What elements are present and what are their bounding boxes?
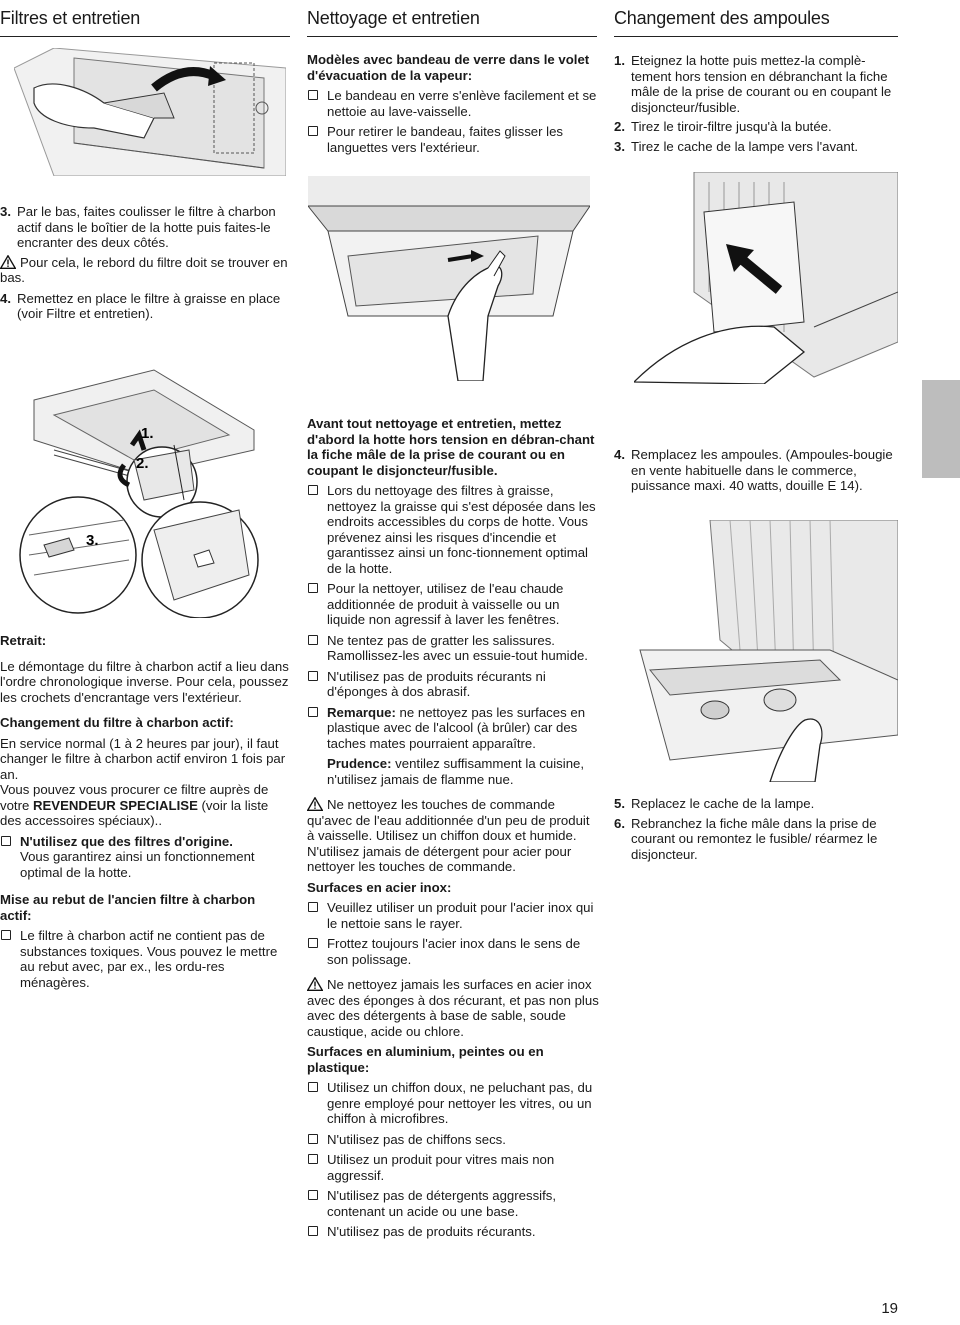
- checkbox-bullet-icon: [308, 126, 318, 136]
- checkbox-bullet-icon: [308, 671, 318, 681]
- list-item: N'utilisez pas de produits récurants.: [307, 1224, 599, 1240]
- step-5: 5. Replacez le cache de la lampe.: [614, 796, 815, 811]
- illustration-filter-removal: [14, 48, 286, 176]
- section-header-filters: [0, 0, 290, 37]
- checkbox-bullet-icon: [308, 1134, 318, 1144]
- illustration-filter-drawer: [634, 172, 898, 384]
- checkbox-bullet-icon: [1, 930, 11, 940]
- checkbox-bullet-icon: [308, 635, 318, 645]
- checkbox-bullet-icon: [308, 1190, 318, 1200]
- change-filter-text: En service normal (1 à 2 heures par jour), il faut changer le filtre à charbon actif environ 1 fois par an.: [0, 735, 286, 782]
- safety-intro: Avant tout nettoyage et entretien, mettez d'abord la hotte hors tension en débran-chant la fiche mâle de la prise de courant ou en coupant le disjoncteur/fusible.: [307, 416, 595, 478]
- callout-label-2: 2.: [136, 455, 149, 472]
- list-item: Utilisez un chiffon doux, ne peluchant pas, du genre employé pour nettoyer les vitres, ou un chiffon à microfibres.: [307, 1080, 599, 1127]
- list-item: Pour retirer le bandeau, faites glisser les languettes vers l'extérieur.: [307, 124, 597, 155]
- warning-inox: Ne nettoyez jamais les surfaces en acier inox avec des éponges à dos récurant, et pas non plus avec des détergents à base de sable, soude caustique, acide ou chlore.: [307, 977, 599, 1039]
- header-title: Filtres et entretien: [0, 8, 141, 28]
- bulb-steps-top: [614, 53, 898, 158]
- list-item: Frottez toujours l'acier inox dans le sens de son polissage.: [307, 936, 599, 967]
- language-tab-marker: [922, 380, 960, 478]
- checkbox-bullet-icon: [308, 583, 318, 593]
- checkbox-bullet-icon: [1, 836, 11, 846]
- disposal-title: Mise au rebut de l'ancien filtre à charbon actif:: [0, 892, 256, 923]
- glass-strip-section: [307, 52, 597, 160]
- section-header-bulbs: [614, 0, 898, 37]
- step-2: 2. Tirez le tiroir-filtre jusqu'à la butée.: [614, 119, 832, 134]
- glass-strip-heading: Modèles avec bandeau de verre dans le volet d'évacuation de la vapeur:: [307, 52, 590, 83]
- list-item: N'utilisez pas de détergents aggressifs, contenant un acide ou une base.: [307, 1188, 599, 1219]
- list-item: Lors du nettoyage des filtres à graisse, nettoyez la graisse qui s'est déposée dans les endroits accessibles du corps de hotte. Vous prévenez ainsi les risques d'incendie et garantissez ainsi un fonc-tionnement optimal de la hotte.: [307, 483, 599, 576]
- charcoal-filter-info: [0, 633, 290, 995]
- step-6: 6. Rebranchez la fiche mâle dans la prise de courant ou remontez le fusible/ réarmez le disjoncteur.: [614, 815, 878, 862]
- list-item: Pour la nettoyer, utilisez de l'eau chaude additionnée de produit à vaisselle ou un liquide non agressif à laver les fenêtres.: [307, 581, 599, 628]
- step-4: 4. Remettez en place le filtre à graisse en place (voir Filtre et entretien).: [0, 290, 281, 321]
- illustration-charcoal-filter: [14, 360, 264, 618]
- checkbox-bullet-icon: [308, 902, 318, 912]
- step-3: 3. Par le bas, faites coulisser le filtre à charbon actif dans le boîtier de la hotte puis faites-le encranter des deux côtés.: [0, 204, 276, 250]
- change-filter-title: Changement du filtre à charbon actif:: [0, 715, 234, 730]
- checkbox-bullet-icon: [308, 707, 318, 717]
- charcoal-filter-steps: [0, 204, 290, 326]
- bulb-steps-final: [614, 796, 898, 866]
- checkbox-bullet-icon: [308, 938, 318, 948]
- list-item: N'utilisez pas de produits récurants ni d'éponges à dos abrasif.: [307, 669, 599, 700]
- list-item: N'utilisez que des filtres d'origine. Vous garantirez ainsi un fonctionnement optimal de la hotte.: [0, 834, 290, 881]
- list-item: Le filtre à charbon actif ne contient pas de substances toxiques. Vous pouvez le mettre au rebut avec, par ex., les ordu-res ménagères.: [0, 928, 290, 990]
- warning-controls: Ne nettoyez les touches de commande qu'avec de l'eau additionnée d'un peu de produit à vaisselle. Utilisez un chiffon doux et humide.: [307, 797, 590, 843]
- list-item: Le bandeau en verre s'enlève facilement et se nettoie au lave-vaisselle.: [307, 88, 597, 119]
- step-1: 1. Eteignez la hotte puis mettez-la complè-tement hors tension en débranchant la fiche mâle de la prise de courant ou en coupant le disjoncteur/fusible.: [614, 53, 892, 115]
- step-4: 4. Remplacez les ampoules. (Ampoules-bougie en vente habituelle dans le commerce, puissance maxi. 40 watts, douille E 14).: [614, 447, 893, 493]
- cleaning-instructions: [307, 416, 599, 1245]
- retrait-title: Retrait:: [0, 633, 47, 648]
- alu-title: Surfaces en aluminium, peintes ou en plastique:: [307, 1044, 544, 1075]
- checkbox-bullet-icon: [308, 1226, 318, 1236]
- warning-icon: [307, 977, 323, 991]
- checkbox-bullet-icon: [308, 485, 318, 495]
- warning-icon: [307, 797, 323, 811]
- illustration-glass-strip: [308, 176, 590, 381]
- callout-label-3: 3.: [86, 532, 99, 549]
- list-item: Veuillez utiliser un produit pour l'acier inox qui le nettoie sans le rayer.: [307, 900, 599, 931]
- illustration-lamp-replacement: [630, 520, 898, 782]
- checkbox-bullet-icon: [308, 90, 318, 100]
- list-item: Remarque: ne nettoyez pas les surfaces en plastique avec de l'alcool (à brûler) car des taches mates pourraient apparaître.: [307, 705, 599, 752]
- checkbox-bullet-icon: [308, 1082, 318, 1092]
- warning-icon: [0, 255, 16, 269]
- header-title: Changement des ampoules: [614, 8, 830, 28]
- inox-title: Surfaces en acier inox:: [307, 879, 452, 895]
- list-item: N'utilisez pas de chiffons secs.: [307, 1132, 599, 1148]
- warning-note: Pour cela, le rebord du filtre doit se trouver en bas.: [0, 254, 288, 285]
- prudence-note: Prudence: ventilez suffisamment la cuisine, n'utilisez jamais de flamme nue.: [327, 756, 585, 787]
- step-3: 3. Tirez le cache de la lampe vers l'avant.: [614, 138, 859, 154]
- dealer-text: Vous pouvez vous procurer ce filtre auprès de votre REVENDEUR SPECIALISE (voir la liste des accessoires spéciaux)..: [0, 782, 269, 828]
- checkbox-bullet-icon: [308, 1154, 318, 1164]
- list-item: Ne tentez pas de gratter les salissures. Ramollissez-les avec un essuie-tout humide.: [307, 633, 599, 664]
- page-number: 19: [881, 1300, 898, 1317]
- list-item: Utilisez un produit pour vitres mais non aggressif.: [307, 1152, 599, 1183]
- bulb-step-4: [614, 447, 898, 498]
- retrait-text: Le démontage du filtre à charbon actif a lieu dans l'ordre chronologique inverse. Pour cela, poussez les crochets d'encrantage vers l'extérieur.: [0, 658, 289, 705]
- callout-label-1: 1.: [141, 425, 154, 442]
- header-title: Nettoyage et entretien: [307, 8, 480, 28]
- detergent-note: N'utilisez jamais de détergent pour acier pour nettoyer les touches de commande.: [307, 843, 572, 874]
- section-header-cleaning: [307, 0, 597, 37]
